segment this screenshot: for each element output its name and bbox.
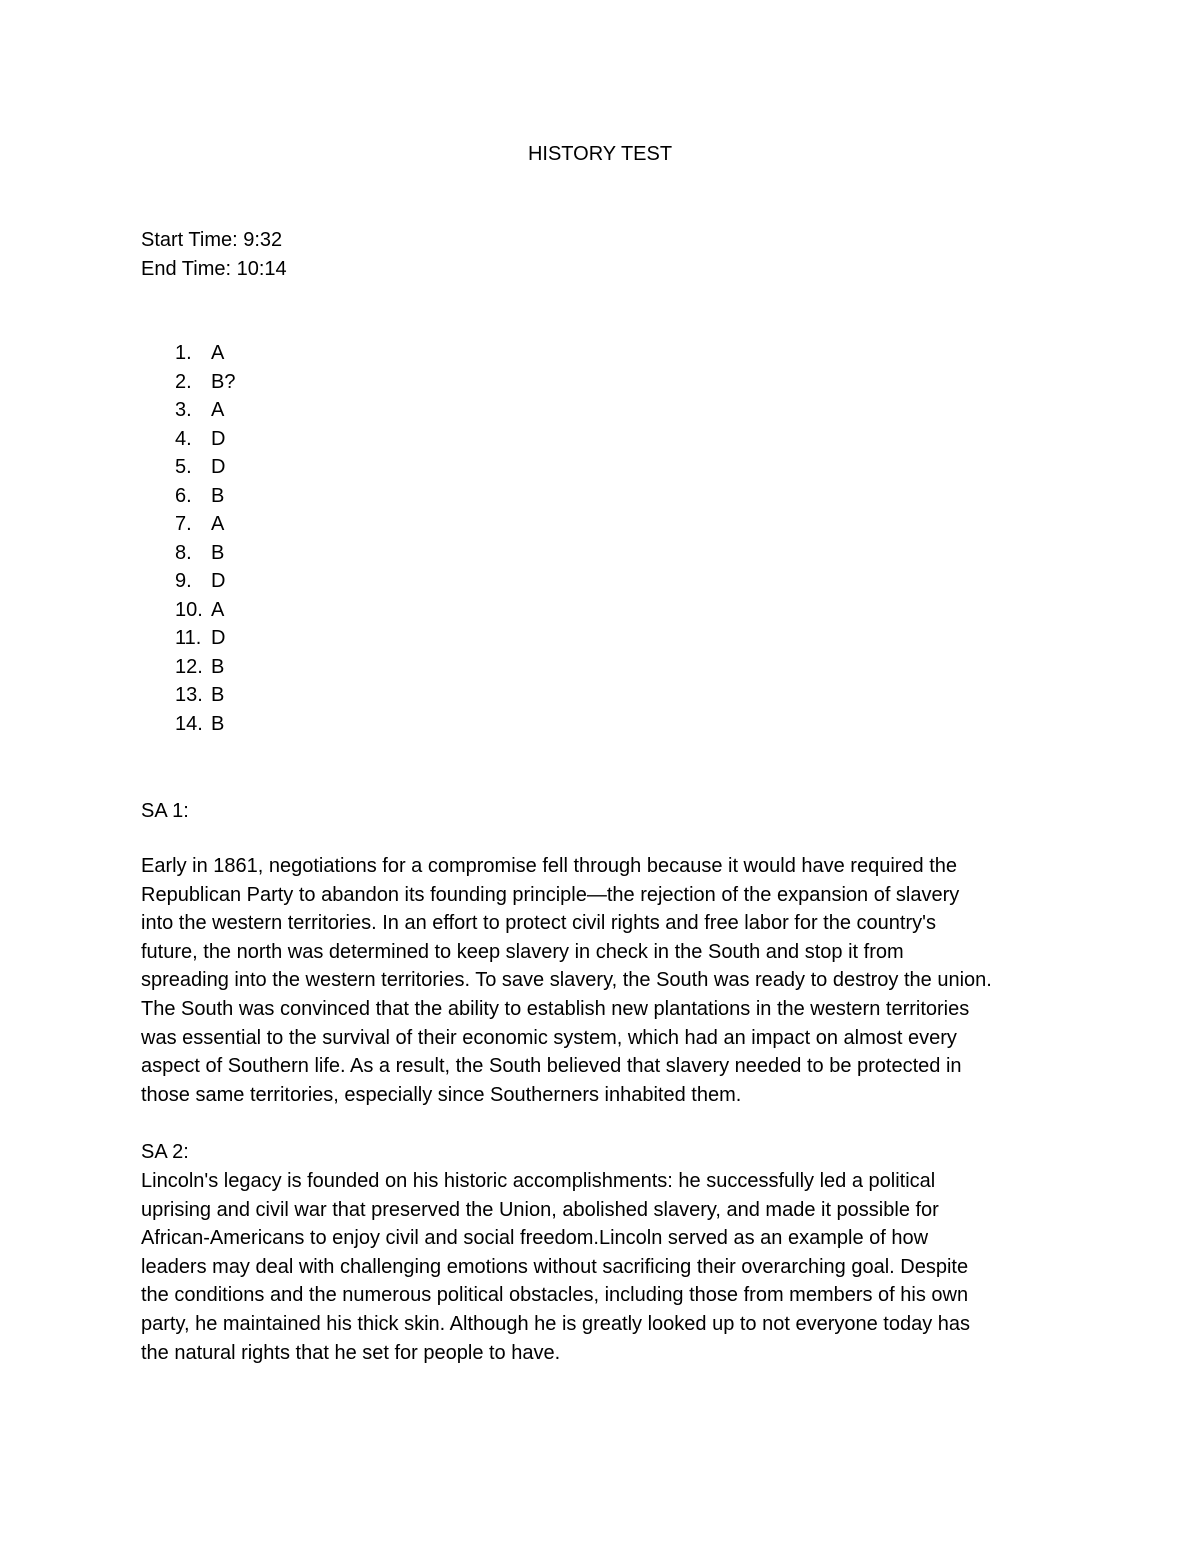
sa1-line: those same territories, especially since Southerners inhabited them. xyxy=(141,1083,742,1106)
sa2-line: Lincoln's legacy is founded on his historic accomplishments: he successfully led a political xyxy=(141,1170,936,1192)
answer-number: 3. xyxy=(175,399,192,421)
answer-item xyxy=(175,396,235,425)
answer-item xyxy=(175,539,235,568)
answer-item xyxy=(175,596,235,625)
sa1-line: The South was convinced that the ability to establish new plantations in the western territories xyxy=(141,997,970,1020)
answer-number: 1. xyxy=(175,342,192,364)
answer-value: A xyxy=(211,342,225,364)
answer-value: B xyxy=(211,541,225,564)
answer-item xyxy=(175,710,235,739)
answer-item xyxy=(175,624,235,653)
answer-item xyxy=(175,453,235,482)
sa2-line: party, he maintained his thick skin. Although he is greatly looked up to not everyone today has xyxy=(141,1312,971,1335)
answer-number: 5. xyxy=(175,456,192,478)
answer-number: 4. xyxy=(175,427,192,450)
answer-value: A xyxy=(211,399,225,421)
sa1-heading: SA 1: xyxy=(141,800,189,822)
start-time: Start Time: 9:32 xyxy=(141,229,283,251)
sa1-line: was essential to the survival of their economic system, which had an impact on almost every xyxy=(141,1026,957,1049)
sa1-line: Republican Party to abandon its founding principle—the rejection of the expansion of slavery xyxy=(141,883,960,906)
answer-number: 13. xyxy=(175,684,203,706)
sa2-line: the conditions and the numerous political obstacles, including those from members of his own xyxy=(141,1284,969,1307)
answer-number: 8. xyxy=(175,541,192,564)
sa2-line: leaders may deal with challenging emotions without sacrificing their overarching goal. Despite xyxy=(141,1255,969,1278)
answer-number: 14. xyxy=(175,712,203,735)
answer-item xyxy=(175,653,235,682)
answer-item xyxy=(175,368,235,397)
answer-value: B? xyxy=(211,370,236,393)
sa2-line: uprising and civil war that preserved the Union, abolished slavery, and made it possible for xyxy=(141,1198,939,1221)
answer-value: B xyxy=(211,684,225,706)
sa2-heading: SA 2: xyxy=(141,1141,189,1163)
sa1-line: Early in 1861, negotiations for a compromise fell through because it would have required the xyxy=(141,855,958,877)
answer-value: B xyxy=(211,484,225,507)
answer-value: D xyxy=(211,456,226,478)
document-title: HISTORY TEST xyxy=(527,143,673,165)
answer-number: 6. xyxy=(175,484,192,507)
answer-number: 10. xyxy=(175,598,203,621)
answer-value: D xyxy=(211,570,226,592)
answer-number: 7. xyxy=(175,513,192,535)
sa2-line: African-Americans to enjoy civil and social freedom.Lincoln served as an example of how xyxy=(141,1227,929,1250)
answer-item xyxy=(175,339,235,368)
answer-value: A xyxy=(211,598,225,621)
sa2-paragraph xyxy=(141,1167,1071,1367)
answer-item xyxy=(175,482,235,511)
end-time: End Time: 10:14 xyxy=(141,257,287,280)
sa1-line: spreading into the western territories. To save slavery, the South was ready to destroy the union. xyxy=(141,969,992,992)
answer-number: 11. xyxy=(175,627,202,649)
answer-number: 9. xyxy=(175,570,192,592)
answer-item xyxy=(175,567,235,596)
answer-value: A xyxy=(211,513,225,535)
answer-value: B xyxy=(211,655,225,678)
sa2-line: the natural rights that he set for people to have. xyxy=(141,1341,561,1364)
answer-item xyxy=(175,681,235,710)
sa1-paragraph xyxy=(141,852,1071,1109)
answer-number: 2. xyxy=(175,370,192,393)
answer-value: B xyxy=(211,712,225,735)
time-block xyxy=(141,226,287,283)
sa1-line: into the western territories. In an effort to protect civil rights and free labor for the country's xyxy=(141,912,936,935)
sa1-line: aspect of Southern life. As a result, the South believed that slavery needed to be protected in xyxy=(141,1055,962,1078)
answer-item xyxy=(175,510,235,539)
answer-list xyxy=(175,339,235,738)
answer-item xyxy=(175,425,235,454)
sa1-line: future, the north was determined to keep slavery in check in the South and stop it from xyxy=(141,940,904,963)
answer-value: D xyxy=(211,627,226,649)
answer-value: D xyxy=(211,427,226,450)
answer-number: 12. xyxy=(175,655,203,678)
